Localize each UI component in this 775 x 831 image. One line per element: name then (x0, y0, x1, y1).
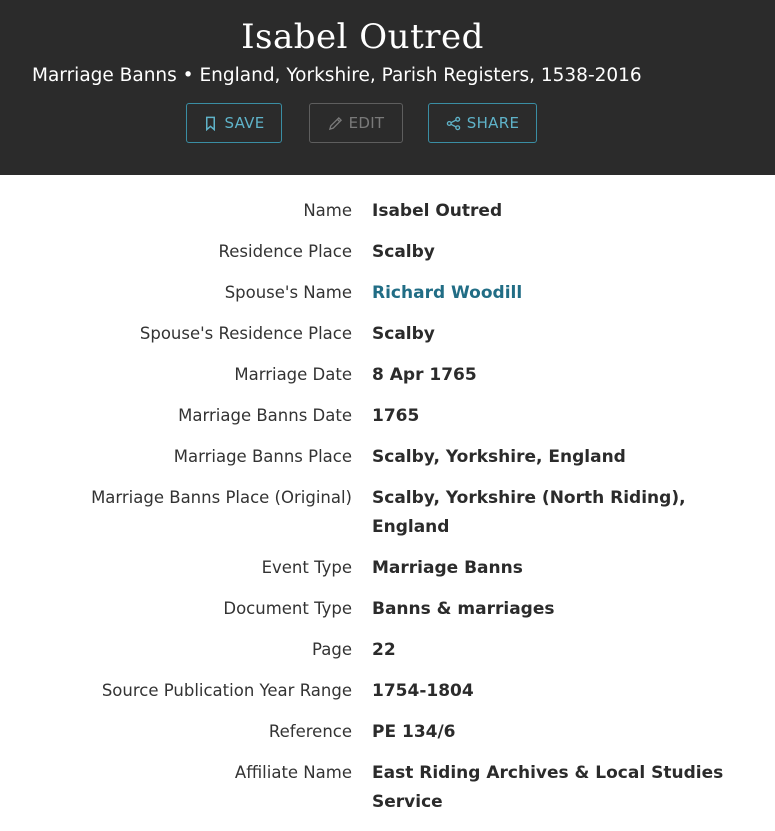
save-button[interactable] (186, 103, 282, 143)
share-icon (446, 116, 461, 131)
detail-label: Marriage Banns Place (173, 447, 352, 466)
record-subtitle: Marriage Banns • England, Yorkshire, Parish Registers, 1538-2016 (32, 65, 642, 86)
save-button-label: SAVE (224, 114, 265, 132)
detail-row-residence-place (0, 240, 775, 267)
record-title: Isabel Outred (241, 17, 484, 57)
detail-label: Page (312, 640, 352, 659)
detail-value: 8 Apr 1765 (372, 365, 477, 385)
detail-row-marriage-date (0, 363, 775, 390)
pencil-icon (328, 116, 343, 131)
detail-label: Document Type (223, 599, 352, 618)
detail-label: Affiliate Name (234, 763, 352, 782)
bookmark-icon (203, 116, 218, 131)
detail-value: 22 (372, 640, 396, 660)
detail-label: Name (303, 201, 352, 220)
detail-row-affiliate-name (0, 761, 775, 817)
detail-row-name (0, 199, 775, 226)
detail-label: Event Type (261, 558, 352, 577)
record-details (0, 199, 775, 831)
edit-button[interactable] (309, 103, 403, 143)
detail-row-page (0, 638, 775, 665)
detail-label: Reference (268, 722, 352, 741)
detail-value: East Riding Archives & Local Studies Service (372, 763, 724, 812)
detail-row-year-range (0, 679, 775, 706)
detail-label: Marriage Banns Place (Original) (91, 488, 352, 507)
detail-label: Residence Place (218, 242, 352, 261)
detail-value: Marriage Banns (372, 558, 523, 578)
detail-label: Spouse's Name (224, 283, 352, 302)
edit-button-label: EDIT (348, 114, 385, 132)
detail-value: Banns & marriages (372, 599, 555, 619)
share-button[interactable] (428, 103, 537, 143)
detail-value: 1765 (372, 406, 420, 426)
spouse-name-link[interactable]: Richard Woodill (372, 283, 523, 303)
detail-row-reference (0, 720, 775, 747)
detail-value: Scalby (372, 242, 435, 262)
detail-label: Marriage Banns Date (178, 406, 352, 425)
detail-value: Scalby (372, 324, 435, 344)
detail-value: 1754-1804 (372, 681, 474, 701)
share-button-label: SHARE (466, 114, 520, 132)
detail-label: Source Publication Year Range (101, 681, 352, 700)
detail-row-banns-date (0, 404, 775, 431)
detail-row-banns-place-original (0, 486, 775, 542)
detail-row-spouse-residence (0, 322, 775, 349)
detail-row-document-type (0, 597, 775, 624)
detail-value: Isabel Outred (372, 201, 503, 221)
detail-label: Marriage Date (234, 365, 352, 384)
detail-row-spouse-name (0, 281, 775, 308)
detail-label: Spouse's Residence Place (139, 324, 352, 343)
detail-row-banns-place (0, 445, 775, 472)
detail-value: PE 134/6 (372, 722, 456, 742)
detail-row-event-type (0, 556, 775, 583)
detail-value: Scalby, Yorkshire (North Riding), England (372, 488, 686, 537)
record-header (0, 0, 775, 175)
detail-value: Scalby, Yorkshire, England (372, 447, 626, 467)
